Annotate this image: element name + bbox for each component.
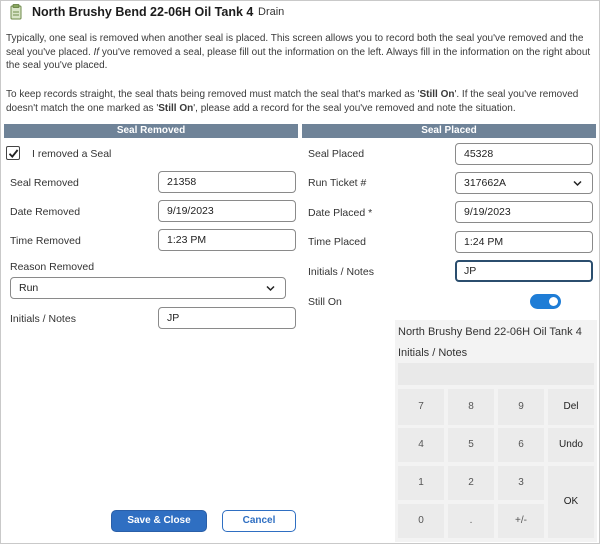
run-ticket-value: 317662A (464, 177, 507, 189)
key-8[interactable]: 8 (448, 389, 494, 425)
key-delete[interactable]: Del (548, 389, 594, 425)
key-ok[interactable]: OK (548, 466, 594, 538)
seal-placed-input[interactable]: 45328 (455, 143, 593, 165)
key-3[interactable]: 3 (498, 466, 544, 500)
reason-removed-select[interactable] (10, 277, 286, 299)
intro-emphasis: If (93, 46, 100, 58)
checkmark-icon (8, 148, 19, 159)
key-6[interactable]: 6 (498, 428, 544, 462)
still-on-emphasis: Still On (419, 89, 455, 100)
chevron-down-icon (266, 278, 275, 306)
key-decimal[interactable]: . (448, 504, 494, 538)
keypad-context-field: Initials / Notes (398, 347, 468, 359)
intro-text: ', please add a record for the seal you've removed and note the situation. (193, 102, 516, 114)
toggle-knob (549, 297, 558, 306)
still-on-label: Still On (308, 296, 342, 308)
key-undo[interactable]: Undo (548, 428, 594, 462)
time-placed-input[interactable]: 1:24 PM (455, 231, 593, 253)
key-4[interactable]: 4 (398, 428, 444, 462)
run-ticket-label: Run Ticket # (308, 177, 367, 189)
reason-removed-label: Reason Removed (10, 261, 95, 273)
seal-removed-label: Seal Removed (10, 177, 79, 189)
time-removed-label: Time Removed (10, 235, 81, 247)
key-0[interactable]: 0 (398, 504, 444, 538)
time-placed-label: Time Placed (308, 236, 366, 248)
date-removed-input[interactable]: 9/19/2023 (158, 200, 296, 222)
window-title: North Brushy Bend 22-06H Oil Tank 4 (32, 5, 254, 19)
intro-text: '. If the seal you've removed doesn't match the one marked as ' (6, 89, 579, 114)
save-close-button[interactable]: Save & Close (111, 510, 207, 532)
seal-removed-input[interactable]: 21358 (158, 171, 296, 193)
chevron-down-icon (573, 173, 582, 201)
key-5[interactable]: 5 (448, 428, 494, 462)
seal-removed-header: Seal Removed (4, 124, 298, 138)
key-plus-minus[interactable]: +/- (498, 504, 544, 538)
intro-text: you've removed a seal, please fill out the information on the left. Always fill in the information on the right about the seal you've placed. (6, 46, 591, 71)
time-removed-input[interactable]: 1:23 PM (158, 229, 296, 251)
removed-notes-label: Initials / Notes (10, 313, 76, 325)
key-9[interactable]: 9 (498, 389, 544, 425)
intro-paragraph-1 (6, 32, 594, 73)
seal-placed-label: Seal Placed (308, 148, 365, 160)
date-placed-label: Date Placed * (308, 207, 373, 219)
key-2[interactable]: 2 (448, 466, 494, 500)
date-removed-label: Date Removed (10, 206, 81, 218)
title-bar (0, 0, 600, 26)
removed-seal-checkbox-label: I removed a Seal (32, 148, 112, 160)
placed-notes-label: Initials / Notes (308, 266, 374, 278)
seal-placed-header: Seal Placed (302, 124, 596, 138)
key-7[interactable]: 7 (398, 389, 444, 425)
key-1[interactable]: 1 (398, 466, 444, 500)
date-placed-input[interactable]: 9/19/2023 (455, 201, 593, 223)
still-on-toggle[interactable] (530, 294, 561, 309)
tank-icon (10, 4, 22, 20)
keypad-context-title: North Brushy Bend 22-06H Oil Tank 4 (398, 326, 582, 338)
keypad-display (398, 363, 594, 385)
still-on-emphasis: Still On (158, 102, 194, 114)
cancel-button[interactable]: Cancel (222, 510, 296, 532)
run-ticket-select[interactable] (455, 172, 593, 194)
intro-paragraph-2 (6, 88, 594, 115)
reason-removed-value: Run (19, 282, 39, 294)
window-subtitle: Drain (258, 6, 285, 18)
placed-notes-input[interactable]: JP (455, 260, 593, 282)
intro-text: Typically, one seal is removed when another seal is placed. This screen allows you to record both the seal you've removed and the seal you've placed. (6, 33, 584, 58)
removed-notes-input[interactable]: JP (158, 307, 296, 329)
removed-seal-checkbox[interactable] (6, 146, 20, 160)
intro-text: To keep records straight, the seal thats being removed must match the seal that's marked as ' (6, 89, 420, 100)
